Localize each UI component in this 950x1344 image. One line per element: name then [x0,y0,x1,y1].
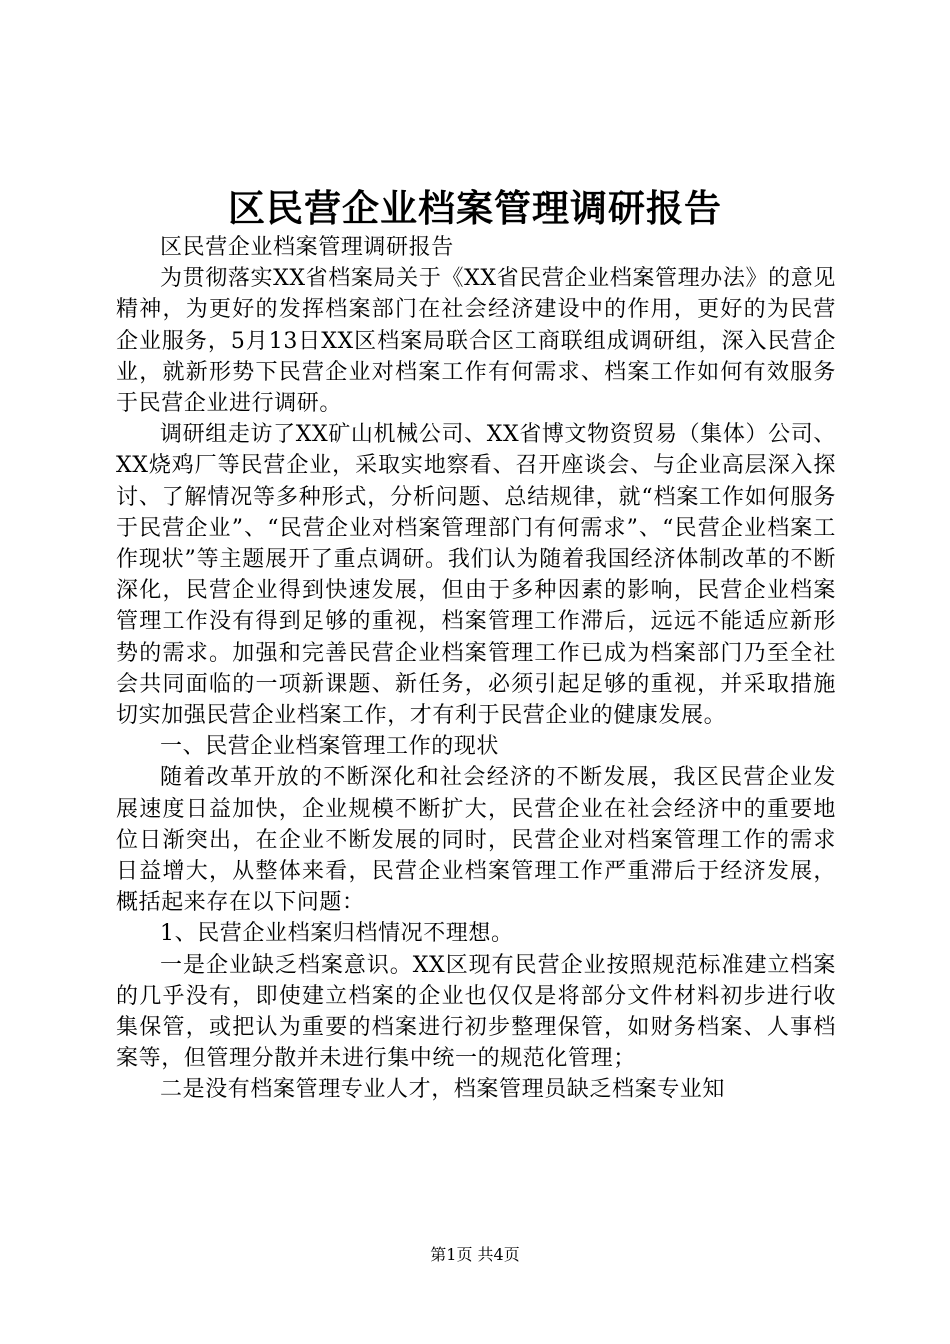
status-paragraph: 随着改革开放的不断深化和社会经济的不断发展，我区民营企业发展速度日益加快，企业规模不断扩大，民营企业在社会经济中的重要地位日渐突出，在企业不断发展的同时，民营企业对档案管理工作的需求日益增大，从整体来看，民营企业档案管理工作严重滞后于经济发展，概括起来存在以下问题： [116,765,836,916]
section-heading: 一、民营企业档案管理工作的现状 [160,734,500,760]
point-two-paragraph: 二是没有档案管理专业人才，档案管理员缺乏档案专业知 [160,1077,726,1103]
document-body [116,232,836,1106]
subtitle-paragraph: 区民营企业档案管理调研报告 [160,235,454,260]
point-one-paragraph: 一是企业缺乏档案意识。XX区现有民营企业按照规范标准建立档案的几乎没有，即使建立档案的企业也仅仅是将部分文件材料初步进行收集保管，或把认为重要的档案进行初步整理保管，如财务档案、人事档案等，但管理分散并未进行集中统一的规范化管理； [116,952,836,1072]
research-paragraph: 调研组走访了XX矿山机械公司、XX省博文物资贸易（集体）公司、XX烧鸡厂等民营企业，采取实地察看、召开座谈会、与企业高层深入探讨、了解情况等多种形式，分析问题、总结规律，就“档案工作如何服务于民营企业”、“民营企业对档案管理部门有何需求”、“民营企业档案工作现状”等主题展开了重点调研。我们认为随着我国经济体制改革的不断深化，民营企业得到快速发展，但由于多种因素的影响，民营企业档案管理工作没有得到足够的重视，档案管理工作滞后，远远不能适应新形势的需求。加强和完善民营企业档案管理工作已成为档案部门乃至全社会共同面临的一项新课题、新任务，必须引起足够的重视，并采取措施切实加强民营企业档案工作，才有利于民营企业的健康发展。 [116,422,836,729]
subsection-heading: 1、民营企业档案归档情况不理想。 [160,921,514,947]
page-footer: 第1页 共4页 [430,1245,520,1264]
intro-paragraph: 为贯彻落实XX省档案局关于《XX省民营企业档案管理办法》的意见精神，为更好的发挥档案部门在社会经济建设中的作用，更好的为民营企业服务，5月13日XX区档案局联合区工商联组成调研组，深入民营企业，就新形势下民营企业对档案工作有何需求、档案工作如何有效服务于民营企业进行调研。 [116,266,836,417]
document-title: 区民营企业档案管理调研报告 [228,186,722,230]
